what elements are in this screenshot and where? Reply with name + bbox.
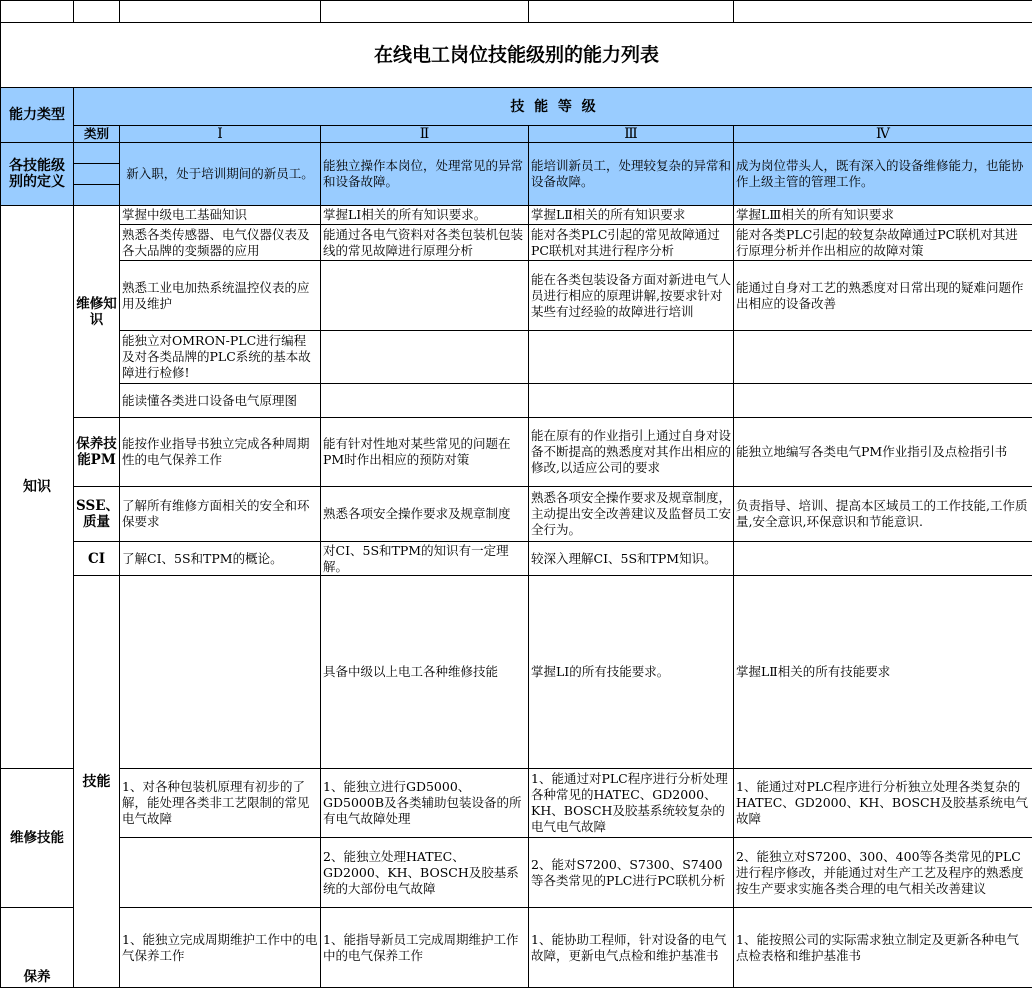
knowledge-cell: 熟悉工业电加热系统温控仪表的应用及维护	[120, 261, 321, 331]
skill-cell: 具备中级以上电工各种维修技能	[321, 576, 529, 769]
level-4-header: Ⅳ	[734, 126, 1032, 143]
knowledge-cell: 能读懂各类进口设备电气原理图	[120, 384, 321, 418]
knowledge-cell: 能按作业指导书独立完成各种周期性的电气保养工作	[120, 418, 321, 487]
knowledge-cell: 掌握LⅢ相关的所有知识要求	[734, 206, 1032, 225]
knowledge-cell: 能对各类PLC引起的常见故障通过PC联机对其进行程序分析	[529, 225, 734, 261]
knowledge-section-label: 知识	[1, 206, 74, 769]
knowledge-cell: 能独立地编写各类电气PM作业指引及点检指引书	[734, 418, 1032, 487]
knowledge-cell: 了解CI、5S和TPM的概论。	[120, 542, 321, 576]
knowledge-cell: 了解所有维修方面相关的安全和环保要求	[120, 487, 321, 542]
knowledge-cell	[321, 261, 529, 331]
category-header: 类别	[74, 126, 120, 143]
knowledge-cell: 能有针对性地对某些常见的问题在PM时作出相应的预防对策	[321, 418, 529, 487]
definition-level-4: 成为岗位带头人，既有深入的设备维修能力，也能协作上级主管的管理工作。	[734, 143, 1032, 206]
knowledge-cell: 负责指导、培训、提高本区域员工的工作技能,工作质量,安全意识,环保意识和节能意识.	[734, 487, 1032, 542]
skill-cell: 1、能独立进行GD5000、GD5000B及各类辅助包装设备的所有电气故障处理	[321, 769, 529, 838]
skill-cell: 1、能通过对PLC程序进行分析处理各种常见的HATEC、GD2000、KH、BOSCH及胶基系统较复杂的电气电气故障	[529, 769, 734, 838]
definition-level-3: 能培训新员工，处理较复杂的异常和设备故障。	[529, 143, 734, 206]
skill-cell: 掌握LⅠ的所有技能要求。	[529, 576, 734, 769]
level-1-header: Ⅰ	[120, 126, 321, 143]
maintenance-knowledge-label: 维修知识	[74, 206, 120, 418]
knowledge-cell: 掌握LⅠ相关的所有知识要求。	[321, 206, 529, 225]
skill-cell	[120, 838, 321, 908]
skills-section-label: 技能	[74, 576, 120, 988]
definition-level-1: 新入职，处于培训期间的新员工。	[120, 143, 321, 206]
knowledge-cell: 对CI、5S和TPM的知识有一定理解。	[321, 542, 529, 576]
skill-cell: 1、能协助工程师，针对设备的电气故障，更新电气点检和维护基准书	[529, 908, 734, 988]
skill-cell: 1、能通过对PLC程序进行分析独立处理各类复杂的HATEC、GD2000、KH、BOSCH及胶基系统电气故障	[734, 769, 1032, 838]
ability-type-header: 能力类型	[1, 88, 74, 143]
definition-label: 各技能级别的定义	[1, 143, 74, 206]
knowledge-cell: 熟悉各项安全操作要求及规章制度，主动提出安全改善建议及监督员工安全行为。	[529, 487, 734, 542]
ci-label: CI	[74, 542, 120, 576]
skill-level-header: 技 能 等 级	[74, 88, 1032, 126]
knowledge-cell	[321, 331, 529, 384]
page-title: 在线电工岗位技能级别的能力列表	[1, 23, 1032, 88]
definition-level-2: 能独立操作本岗位，处理常见的异常和设备故障。	[321, 143, 529, 206]
skill-cell: 1、能按照公司的实际需求独立制定及更新各种电气点检表格和维护基准书	[734, 908, 1032, 988]
skill-cell: 2、能对S7200、S7300、S7400等各类常见的PLC进行PC联机分析	[529, 838, 734, 908]
skill-cell: 掌握LⅡ相关的所有技能要求	[734, 576, 1032, 769]
skill-cell: 1、对各种包装机原理有初步的了解，能处理各类非工艺限制的常见电气故障	[120, 769, 321, 838]
skill-cell: 2、能独立处理HATEC、GD2000、KH、BOSCH及胶基系统的大部份电气故障	[321, 838, 529, 908]
knowledge-cell: 掌握LⅡ相关的所有知识要求	[529, 206, 734, 225]
knowledge-cell: 能独立对OMRON-PLC进行编程及对各类品牌的PLC系统的基本故障进行检修!	[120, 331, 321, 384]
knowledge-cell: 较深入理解CI、5S和TPM知识。	[529, 542, 734, 576]
knowledge-cell: 能通过自身对工艺的熟悉度对日常出现的疑难问题作出相应的设备改善	[734, 261, 1032, 331]
knowledge-cell	[734, 542, 1032, 576]
maintenance-pm-label: 保养	[1, 908, 74, 988]
knowledge-cell	[734, 384, 1032, 418]
skill-cell: 1、能指导新员工完成周期维护工作中的电气保养工作	[321, 908, 529, 988]
knowledge-cell	[734, 331, 1032, 384]
knowledge-cell	[529, 331, 734, 384]
skill-cell: 1、能独立完成周期维护工作中的电气保养工作	[120, 908, 321, 988]
knowledge-cell: 能对各类PLC引起的较复杂故障通过PC联机对其进行原理分析并作出相应的故障对策	[734, 225, 1032, 261]
knowledge-cell: 能在原有的作业指引上通过自身对设备不断提高的熟悉度对其作出相应的修改,以适应公司的要求	[529, 418, 734, 487]
knowledge-cell: 能在各类包装设备方面对新进电气人员进行相应的原理讲解,按要求针对某些有过经验的故障进行培训	[529, 261, 734, 331]
level-3-header: Ⅲ	[529, 126, 734, 143]
maintenance-skills-label: 维修技能	[1, 769, 74, 908]
knowledge-cell	[321, 384, 529, 418]
pm-knowledge-label: 保养技能PM	[74, 418, 120, 487]
skill-cell: 2、能独立对S7200、300、400等各类常见的PLC进行程序修改，并能通过对生产工艺及程序的熟悉度按生产要求实施各类合理的电气相关改善建议	[734, 838, 1032, 908]
level-2-header: Ⅱ	[321, 126, 529, 143]
knowledge-cell: 熟悉各项安全操作要求及规章制度	[321, 487, 529, 542]
knowledge-cell: 掌握中级电工基础知识	[120, 206, 321, 225]
sse-quality-label: SSE、质量	[74, 487, 120, 542]
knowledge-cell: 能通过各电气资料对各类包装机包装线的常见故障进行原理分析	[321, 225, 529, 261]
knowledge-cell: 熟悉各类传感器、电气仪器仪表及各大品牌的变频器的应用	[120, 225, 321, 261]
top-blank-row	[1, 1, 1032, 23]
knowledge-cell	[529, 384, 734, 418]
